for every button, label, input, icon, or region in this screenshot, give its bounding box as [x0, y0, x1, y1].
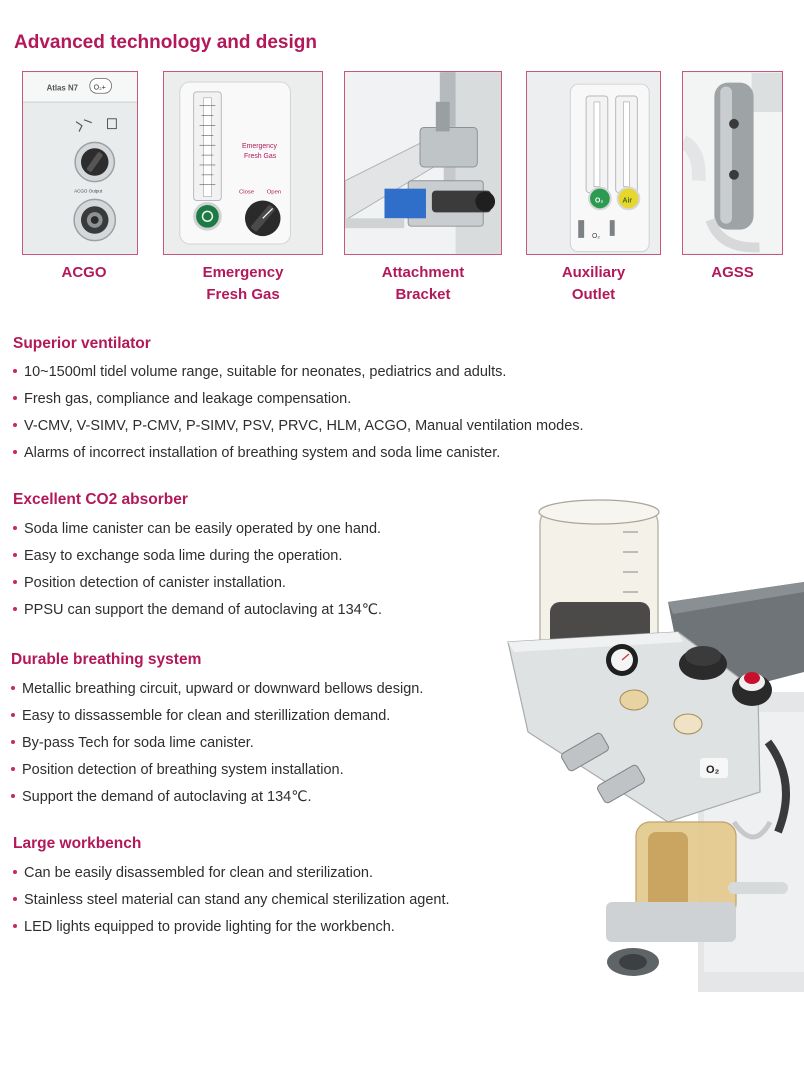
list-item: Position detection of canister installation. — [13, 570, 382, 597]
bullet-dot — [11, 767, 15, 771]
acgo-o2-badge: O₂+ — [93, 84, 106, 92]
list-item: PPSU can support the demand of autoclaving at 134℃. — [13, 597, 382, 624]
efg-open-label: Open — [266, 189, 282, 196]
acgo-output-label: ACGO Output — [74, 188, 103, 194]
efg-title-line1: Emergency — [242, 143, 277, 151]
acgo-model-text: Atlas N7 — [46, 83, 79, 93]
aux-o2-outlet-label: O₂ — [592, 232, 601, 240]
caption-acgo: ACGO — [61, 264, 107, 281]
list-item: Fresh gas, compliance and leakage compensation. — [13, 386, 584, 413]
anesthesia-machine-illustration — [498, 492, 804, 998]
page-title: Advanced technology and design — [14, 32, 317, 53]
bullet-dot — [13, 607, 17, 611]
auxiliary-outlet-photo — [526, 71, 661, 255]
list-item: Alarms of incorrect installation of breathing system and soda lime canister. — [13, 440, 584, 467]
bullet-dot — [11, 740, 15, 744]
acgo-photo — [22, 71, 138, 255]
emergency-fresh-gas-photo — [163, 71, 323, 255]
list-item: Easy to dissassemble for clean and sterillization demand. — [11, 703, 423, 730]
caption-auxiliary-outlet: Auxiliary Outlet — [561, 264, 626, 303]
list-item: LED lights equipped to provide lighting for the workbench. — [13, 914, 450, 941]
efg-title-line2: Fresh Gas — [243, 153, 277, 161]
bullet-dot — [11, 713, 15, 717]
breathing-system-list — [11, 676, 423, 811]
list-item: Position detection of breathing system installation. — [11, 757, 423, 784]
bullet-dot — [13, 526, 17, 530]
list-item: Stainless steel material can stand any chemical sterilization agent. — [13, 887, 450, 914]
bullet-dot — [11, 794, 15, 798]
list-item: Easy to exchange soda lime during the operation. — [13, 543, 382, 570]
bullet-dot — [13, 423, 17, 427]
aux-air-knob-label: Air — [622, 197, 633, 205]
bullet-dot — [11, 686, 15, 690]
list-item: 10~1500ml tidel volume range, suitable for neonates, pediatrics and adults. — [13, 359, 584, 386]
co2-absorber-list — [13, 516, 382, 624]
auxiliary-outlet-illustration — [527, 72, 660, 254]
emergency-fresh-gas-illustration — [164, 72, 322, 254]
bullet-dot — [13, 396, 17, 400]
superior-ventilator-list — [13, 359, 584, 467]
bullet-dot — [13, 897, 17, 901]
large-workbench-list — [13, 860, 450, 941]
attachment-bracket-photo — [344, 71, 502, 255]
efg-close-label: Close — [239, 189, 255, 196]
list-item: Can be easily disassembled for clean and sterilization. — [13, 860, 450, 887]
section-title-co2-absorber: Excellent CO2 absorber — [13, 491, 188, 508]
list-item: Soda lime canister can be easily operated by one hand. — [13, 516, 382, 543]
caption-agss: AGSS — [711, 264, 754, 281]
machine-o2-label: O₂ — [706, 764, 720, 776]
acgo-panel-illustration — [23, 72, 137, 254]
bullet-dot — [13, 580, 17, 584]
attachment-bracket-illustration — [345, 72, 501, 254]
bullet-dot — [13, 369, 17, 373]
list-item: Metallic breathing circuit, upward or downward bellows design. — [11, 676, 423, 703]
list-item: Support the demand of autoclaving at 134℃. — [11, 784, 423, 811]
bullet-dot — [13, 924, 17, 928]
section-title-breathing-system: Durable breathing system — [11, 651, 202, 668]
bullet-dot — [13, 553, 17, 557]
caption-attachment-bracket: Attachment Bracket — [381, 264, 465, 303]
breathing-system-photo — [498, 492, 804, 998]
section-title-large-workbench: Large workbench — [13, 835, 142, 852]
caption-emergency-fresh-gas: Emergency Fresh Gas — [202, 264, 284, 303]
agss-photo — [682, 71, 783, 255]
bullet-dot — [13, 450, 17, 454]
aux-o2-knob-label: O₂ — [594, 197, 604, 205]
section-title-superior-ventilator: Superior ventilator — [13, 335, 151, 352]
list-item: By-pass Tech for soda lime canister. — [11, 730, 423, 757]
bullet-dot — [13, 870, 17, 874]
list-item: V-CMV, V-SIMV, P-CMV, P-SIMV, PSV, PRVC, HLM, ACGO, Manual ventilation modes. — [13, 413, 584, 440]
agss-illustration — [683, 72, 782, 254]
